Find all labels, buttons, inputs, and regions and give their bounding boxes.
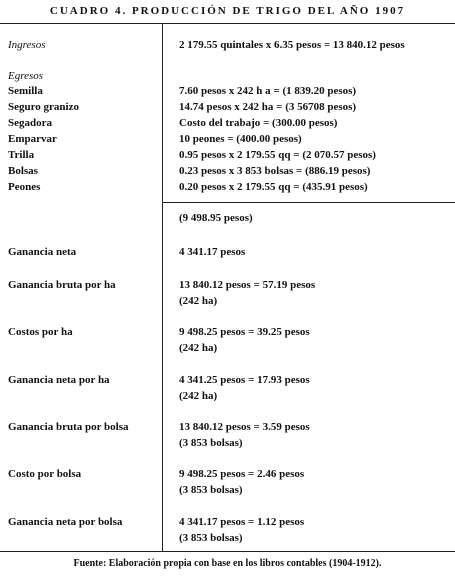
egreso-value: 0.20 pesos x 2 179.55 qq = (435.91 pesos) [179,181,368,193]
total-rule [162,202,455,203]
egreso-value: Costo del trabajo = (300.00 pesos) [179,117,338,129]
metric-value: 4 341.25 pesos = 17.93 pesos [179,374,310,386]
column-divider [162,23,163,551]
metric-label: Ganancia neta [8,246,77,258]
metric-denominator: (242 ha) [179,342,218,354]
table-title: CUADRO 4. PRODUCCIÓN DE TRIGO DEL AÑO 1907 [49,5,406,17]
metric-value: 13 840.12 pesos = 3.59 pesos [179,421,310,433]
metric-denominator: (242 ha) [179,390,218,402]
metric-label: Ganancia neta por bolsa [8,516,123,528]
egreso-value: 7.60 pesos x 242 h a = (1 839.20 pesos) [179,85,357,97]
metric-value: 13 840.12 pesos = 57.19 pesos [179,279,316,291]
source-note: Fuente: Elaboración propia con base en los libros contables (1904-1912). [73,558,382,569]
metric-label: Ganancia bruta por bolsa [8,421,129,433]
ingresos-label: Ingresos [8,39,46,51]
metric-denominator: (3 853 bolsas) [179,532,243,544]
metric-denominator: (3 853 bolsas) [179,484,243,496]
total-egresos: (9 498.95 pesos) [179,212,253,224]
egreso-label: Seguro granizo [8,101,79,113]
egresos-label: Egresos [8,70,44,82]
metric-label: Costos por ha [8,326,73,338]
egreso-value: 0.95 pesos x 2 179.55 qq = (2 070.57 pesos) [179,149,376,161]
metric-value: 4 341.17 pesos [179,246,246,258]
metric-denominator: (3 853 bolsas) [179,437,243,449]
egreso-value: 10 peones = (400.00 pesos) [179,133,302,145]
egreso-label: Bolsas [8,165,38,177]
egreso-label: Peones [8,181,41,193]
metric-value: 4 341.17 pesos = 1.12 pesos [179,516,305,528]
top-rule [0,23,455,24]
egreso-label: Emparvar [8,133,57,145]
egreso-value: 0.23 pesos x 3 853 bolsas = (886.19 pesos) [179,165,371,177]
metric-label: Ganancia bruta por ha [8,279,116,291]
egreso-label: Semilla [8,85,43,97]
ingresos-value: 2 179.55 quintales x 6.35 pesos = 13 840.12 pesos [179,39,405,51]
egreso-label: Trilla [8,149,35,161]
metric-label: Costo por bolsa [8,468,82,480]
metric-label: Ganancia neta por ha [8,374,110,386]
egreso-value: 14.74 pesos x 242 ha = (3 56708 pesos) [179,101,357,113]
metric-value: 9 498.25 pesos = 2.46 pesos [179,468,305,480]
metric-value: 9 498.25 pesos = 39.25 pesos [179,326,310,338]
bottom-rule [0,551,455,552]
egreso-label: Segadora [8,117,52,129]
metric-denominator: (242 ha) [179,295,218,307]
